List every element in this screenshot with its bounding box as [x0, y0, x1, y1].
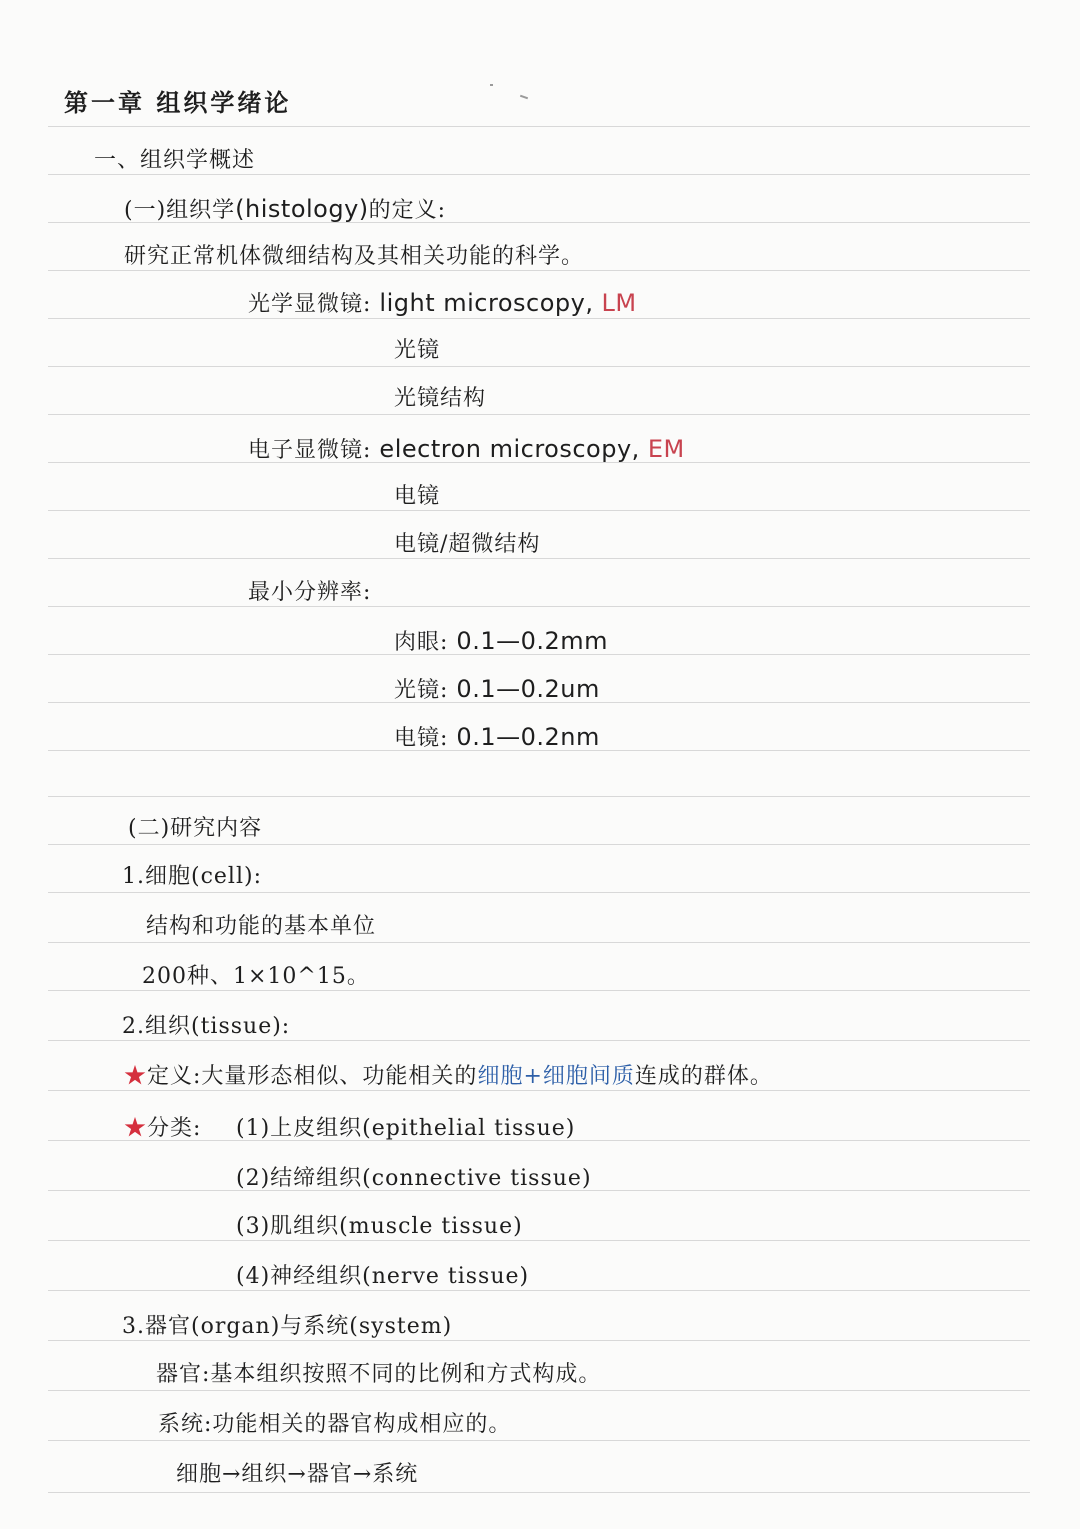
tissue-type: (2)结缔组织(connective tissue) — [236, 1166, 592, 1191]
resolution-name: 肉眼: — [394, 630, 449, 655]
resolution-label: 最小分辨率: — [248, 580, 372, 605]
section1-heading: 一、组织学概述 — [94, 148, 256, 173]
ruled-line — [48, 1290, 1030, 1291]
tissue-definition-prefix: 定义:大量形态相似、功能相关的 — [147, 1064, 478, 1089]
em-english: electron microscopy, — [379, 435, 640, 463]
resolution-value: 0.1—0.2mm — [456, 627, 609, 655]
resolution-item — [394, 674, 600, 706]
em-line — [248, 434, 685, 466]
classification-label: 分类: — [147, 1116, 202, 1141]
ruled-line — [48, 942, 1030, 943]
resolution-name: 光镜: — [394, 678, 449, 703]
lm-label: 光学显微镜: — [248, 292, 372, 317]
resolution-item — [394, 626, 608, 658]
em-label: 电子显微镜: — [248, 438, 372, 463]
ruled-line — [48, 510, 1030, 511]
ruled-line — [48, 1390, 1030, 1391]
ruled-line — [48, 1492, 1030, 1493]
tissue-classification — [124, 1114, 201, 1144]
tissue-type: (4)神经组织(nerve tissue) — [236, 1264, 530, 1289]
definition-heading-suffix: 的定义: — [368, 198, 447, 223]
star-icon: ★ — [124, 1064, 148, 1089]
ruled-line — [48, 892, 1030, 893]
lm-english: light microscopy, — [379, 289, 594, 317]
organ-heading: 3.器官(organ)与系统(system) — [122, 1314, 453, 1339]
ruled-line — [48, 844, 1030, 845]
resolution-name: 电镜: — [394, 726, 449, 751]
cell-line2: 200种、1×10^15。 — [142, 964, 370, 989]
em-abbr: EM — [647, 435, 685, 463]
em-alias: 电镜 — [394, 484, 441, 509]
tissue-definition — [124, 1062, 773, 1092]
ruled-line — [48, 366, 1030, 367]
lm-line — [248, 288, 637, 320]
ruled-line — [48, 606, 1030, 607]
system-definition: 系统:功能相关的器官构成相应的。 — [158, 1412, 512, 1437]
definition-heading — [124, 194, 446, 226]
chapter-title: 第一章 组织学绪论 — [64, 88, 292, 117]
ruled-line — [48, 1440, 1030, 1441]
lm-alias: 光镜 — [394, 338, 441, 363]
histology-term: (histology) — [235, 195, 369, 223]
lm-abbr: LM — [601, 289, 637, 317]
resolution-value: 0.1—0.2nm — [456, 723, 600, 751]
resolution-value: 0.1—0.2um — [456, 675, 600, 703]
pen-mark — [490, 84, 493, 86]
ruled-line — [48, 126, 1030, 127]
tissue-heading: 2.组织(tissue): — [122, 1014, 291, 1039]
cell-line1: 结构和功能的基本单位 — [146, 914, 377, 939]
histology-definition: 研究正常机体微细结构及其相关功能的科学。 — [124, 244, 585, 269]
hierarchy-line: 细胞→组织→器官→系统 — [176, 1462, 419, 1487]
ruled-line — [48, 796, 1030, 797]
lm-structure: 光镜结构 — [394, 386, 487, 411]
tissue-type: (3)肌组织(muscle tissue) — [236, 1214, 523, 1239]
tissue-type: (1)上皮组织(epithelial tissue) — [236, 1116, 576, 1141]
resolution-item — [394, 722, 600, 754]
em-structure: 电镜/超微结构 — [394, 532, 541, 557]
tissue-definition-highlight: 细胞+细胞间质 — [477, 1064, 635, 1089]
star-icon: ★ — [124, 1116, 148, 1141]
ruled-line — [48, 414, 1030, 415]
section2-heading: (二)研究内容 — [128, 816, 263, 841]
definition-heading-prefix: (一)组织学 — [124, 198, 236, 223]
organ-definition: 器官:基本组织按照不同的比例和方式构成。 — [156, 1362, 602, 1387]
pen-mark — [520, 95, 528, 100]
cell-heading: 1.细胞(cell): — [122, 864, 262, 889]
ruled-line — [48, 1240, 1030, 1241]
tissue-definition-suffix: 连成的群体。 — [634, 1064, 773, 1089]
